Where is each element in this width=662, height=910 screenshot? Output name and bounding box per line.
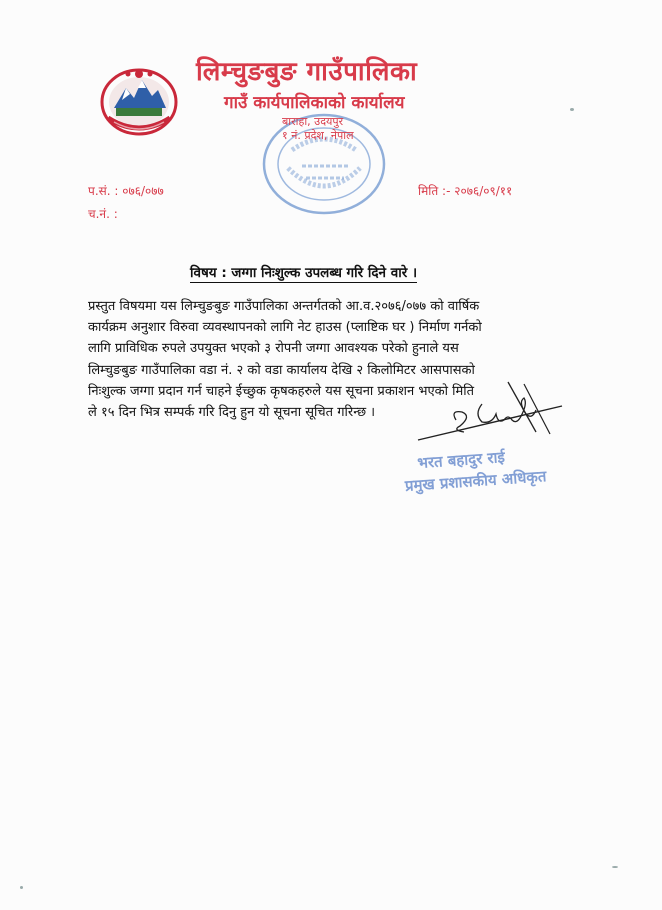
signatory-name: भरत बहादुर राई	[416, 448, 506, 473]
address-line-1: बाराहा, उदयपुर	[282, 115, 344, 128]
body-line: निःशुल्क जग्गा प्रदान गर्न चाहने ईच्छुक कृषकहरुले यस सूचना प्रकाशन भएको मिति	[88, 383, 475, 399]
body-line: प्रस्तुत विषयमा यस लिम्चुङबुङ गाउँपालिका अन्तर्गतको आ.व.२०७६/०७७ को वार्षिक	[88, 299, 480, 314]
letter-date: मिति :- २०७६/०९/११	[418, 184, 513, 198]
dispatch-number: च.नं. :	[88, 207, 118, 221]
office-name: गाउँ कार्यपालिकाको कार्यालय	[224, 93, 405, 113]
org-name: लिम्चुङबुङ गाउँपालिका	[196, 57, 418, 87]
body-line: कार्यक्रम अनुशार विरुवा व्यवस्थापनको लागि नेट हाउस (प्लाष्टिक घर ) निर्माण गर्नको	[88, 320, 482, 336]
body-line: लिम्चुङबुङ गाउँपालिका वडा नं. २ को वडा कार्यालय देखि २ किलोमिटर आसपासको	[88, 362, 475, 378]
signatory-stamp	[396, 432, 586, 507]
signatory-title: प्रमुख प्रशासकीय अधिकृत	[404, 467, 547, 496]
body-line: लागि प्राविधिक रुपले उपयुक्त भएको ३ रोपनी जग्गा आवश्यक परेको हुनाले यस	[88, 341, 459, 357]
scan-speck	[570, 108, 574, 111]
body-line: ले १५ दिन भित्र सम्पर्क गरि दिनु हुन यो सूचना सूचित गरिन्छ ।	[88, 405, 376, 421]
nepal-emblem-icon	[100, 66, 178, 136]
scan-speck	[612, 866, 618, 868]
reference-number: प.सं. : ०७६/०७७	[88, 184, 164, 198]
subject-line: विषय : जग्गा निःशुल्क उपलब्ध गरि दिने वारे ।	[190, 265, 418, 281]
scan-speck	[20, 886, 23, 889]
address-line-2: १ नं. प्रदेश, नेपाल	[282, 129, 354, 142]
